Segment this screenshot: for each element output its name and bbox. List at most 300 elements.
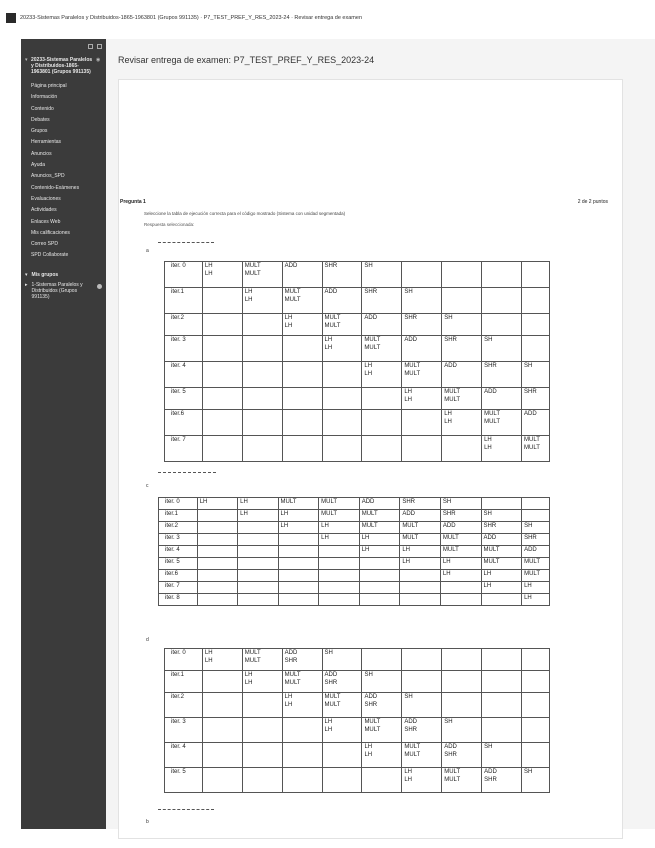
iteration-label: iter.2 — [165, 693, 203, 718]
table-row — [159, 582, 550, 594]
stage-cell: ADD — [440, 522, 481, 534]
course-menu — [21, 81, 106, 262]
table-row — [159, 594, 550, 606]
stage-cell: SH — [322, 649, 362, 671]
stage-cell: MULT MULT — [242, 649, 282, 671]
sidebar-item[interactable]: Información — [31, 94, 58, 101]
stage-cell — [319, 594, 360, 606]
table-row — [165, 288, 550, 314]
group-item[interactable] — [21, 278, 106, 300]
stage-cell: LH — [522, 582, 550, 594]
stage-cell — [202, 743, 242, 768]
stage-cell: SH — [521, 362, 549, 388]
stage-cell: SH — [402, 693, 442, 718]
stage-cell: ADD SHR — [402, 718, 442, 743]
stage-cell — [197, 558, 237, 570]
stage-cell: MULT MULT — [402, 362, 442, 388]
stage-cell — [440, 594, 481, 606]
stage-cell — [282, 743, 322, 768]
stage-cell — [278, 558, 319, 570]
table-row — [165, 262, 550, 288]
stage-cell — [522, 510, 550, 522]
iteration-label: iter. 5 — [165, 768, 203, 793]
table-row — [165, 362, 550, 388]
stage-cell — [400, 582, 441, 594]
stage-cell: MULT MULT — [282, 671, 322, 693]
stage-cell: SHR — [482, 362, 522, 388]
stage-cell — [362, 388, 402, 410]
table-row — [165, 436, 550, 462]
table-row — [165, 743, 550, 768]
stage-cell — [362, 410, 402, 436]
stage-cell: LH — [278, 510, 319, 522]
sidebar-item[interactable]: Evaluaciones — [31, 195, 61, 202]
stage-cell — [282, 362, 322, 388]
stage-cell — [402, 671, 442, 693]
stage-cell: ADD — [359, 498, 400, 510]
expand-icon[interactable] — [97, 44, 102, 49]
table-row — [165, 336, 550, 362]
iteration-label: iter.1 — [165, 288, 203, 314]
stage-cell — [238, 594, 278, 606]
stage-cell: LH — [440, 558, 481, 570]
stage-cell — [197, 510, 237, 522]
stage-cell: MULT MULT — [282, 288, 322, 314]
table-row — [165, 314, 550, 336]
stage-cell — [442, 262, 482, 288]
sidebar-item[interactable]: Anuncios — [31, 150, 52, 157]
stage-cell: MULT MULT — [442, 768, 482, 793]
course-menu-icon[interactable]: ◉ — [96, 57, 101, 63]
table-row — [165, 410, 550, 436]
stage-cell — [282, 436, 322, 462]
stage-cell — [402, 262, 442, 288]
table-row — [159, 534, 550, 546]
stage-cell — [202, 718, 242, 743]
stage-cell: MULT — [481, 558, 522, 570]
stage-cell — [521, 743, 549, 768]
stage-cell: LH — [522, 594, 550, 606]
stage-cell: ADD — [482, 388, 522, 410]
stage-cell: ADD SHR — [442, 743, 482, 768]
stage-cell: MULT MULT — [521, 436, 549, 462]
stage-cell: SHR — [521, 388, 549, 410]
stage-cell — [242, 768, 282, 793]
stage-cell — [402, 649, 442, 671]
stage-cell — [282, 718, 322, 743]
stage-cell: LH — [359, 534, 400, 546]
stage-cell: LH LH — [282, 314, 322, 336]
page-title: Revisar entrega de examen: P7_TEST_PREF_Y_RES_2023-24 — [118, 55, 375, 65]
stage-cell — [521, 693, 549, 718]
stage-cell: MULT MULT — [362, 718, 402, 743]
pipeline-table — [164, 648, 550, 793]
table-row — [159, 510, 550, 522]
stage-cell: SHR — [362, 288, 402, 314]
stage-cell: SHR — [322, 262, 362, 288]
stage-cell: LH LH — [242, 671, 282, 693]
stage-cell: LH LH — [242, 288, 282, 314]
stage-cell: SH — [442, 314, 482, 336]
stage-cell: SHR — [442, 336, 482, 362]
stage-cell: LH LH — [202, 649, 242, 671]
sidebar-item[interactable]: Herramientas — [31, 139, 62, 146]
stage-cell: ADD SHR — [282, 649, 322, 671]
stage-cell: SH — [522, 522, 550, 534]
table-row — [165, 768, 550, 793]
stage-cell: LH LH — [322, 336, 362, 362]
stage-cell — [359, 558, 400, 570]
stage-cell — [482, 314, 522, 336]
stage-cell — [482, 288, 522, 314]
stage-cell — [400, 570, 441, 582]
stage-cell: MULT MULT — [242, 262, 282, 288]
sidebar-item[interactable]: Grupos — [31, 128, 48, 135]
stage-cell: LH — [197, 498, 237, 510]
stage-cell: MULT — [481, 546, 522, 558]
stage-cell — [278, 546, 319, 558]
pipeline-table — [164, 261, 550, 462]
stage-cell — [521, 649, 549, 671]
stage-cell — [319, 558, 360, 570]
stage-cell: MULT MULT — [322, 693, 362, 718]
stage-cell: MULT — [400, 534, 441, 546]
chevron-right-icon: ▸ — [25, 281, 28, 288]
stage-cell: MULT — [440, 534, 481, 546]
option-label: a — [146, 248, 149, 254]
question-score: 2 de 2 puntos — [577, 199, 608, 205]
stage-cell — [242, 336, 282, 362]
stage-cell: MULT — [359, 510, 400, 522]
iteration-label: iter. 7 — [165, 436, 203, 462]
stage-cell: MULT — [319, 510, 360, 522]
stage-cell: MULT — [278, 498, 319, 510]
stage-cell — [282, 410, 322, 436]
stage-cell: LH — [319, 534, 360, 546]
question-text: Seleccione la tabla de ejecución correcta para el código mostrado (Sistema con unidad segmentada) — [144, 211, 346, 216]
option-label: c — [146, 483, 149, 489]
stage-cell — [202, 336, 242, 362]
stage-cell: SHR — [400, 498, 441, 510]
stage-cell — [482, 671, 522, 693]
stage-cell — [442, 693, 482, 718]
stage-cell — [400, 594, 441, 606]
stage-cell: SH — [442, 718, 482, 743]
stage-cell: LH — [481, 570, 522, 582]
iteration-label: iter. 8 — [159, 594, 198, 606]
stage-cell: LH LH — [202, 262, 242, 288]
stage-cell — [521, 288, 549, 314]
stage-cell — [197, 570, 237, 582]
stage-cell: LH — [400, 546, 441, 558]
sidebar-item[interactable]: Enlaces Web — [31, 218, 61, 225]
stage-cell — [319, 546, 360, 558]
stage-cell — [202, 671, 242, 693]
stage-cell: LH LH — [362, 362, 402, 388]
table-row — [165, 388, 550, 410]
stage-cell — [202, 288, 242, 314]
iteration-label: iter.1 — [159, 510, 198, 522]
stage-cell — [362, 768, 402, 793]
course-name: 20233-Sistemas Paralelos y Distribuidos-1865-1963801 (Grupos 991135) — [31, 57, 93, 75]
section-separator — [158, 472, 216, 473]
option-label: d — [146, 637, 149, 643]
stage-cell — [521, 718, 549, 743]
iteration-label: iter. 5 — [159, 558, 198, 570]
stage-cell — [238, 582, 278, 594]
stage-cell — [522, 498, 550, 510]
stage-cell: ADD SHR — [322, 671, 362, 693]
sidebar-item[interactable]: Actividades — [31, 207, 57, 214]
iteration-label: iter. 0 — [159, 498, 198, 510]
stage-cell — [359, 570, 400, 582]
stage-cell — [278, 594, 319, 606]
stage-cell: LH LH — [402, 768, 442, 793]
stage-cell — [242, 718, 282, 743]
stage-cell: MULT MULT — [442, 388, 482, 410]
iteration-label: iter.6 — [165, 410, 203, 436]
stage-cell — [242, 410, 282, 436]
stage-cell: SHR — [402, 314, 442, 336]
stage-cell — [359, 582, 400, 594]
stage-cell: ADD — [481, 534, 522, 546]
stage-cell — [322, 436, 362, 462]
section-separator — [158, 809, 214, 810]
stage-cell: MULT — [522, 570, 550, 582]
stage-cell: ADD SHR — [482, 768, 522, 793]
stage-cell: LH — [359, 546, 400, 558]
sidebar-item[interactable]: Ayuda — [31, 162, 46, 169]
stage-cell — [440, 582, 481, 594]
stage-cell — [482, 649, 522, 671]
stage-cell: MULT MULT — [322, 314, 362, 336]
stage-cell — [282, 768, 322, 793]
sidebar-item[interactable]: Correo SPD — [31, 241, 58, 248]
stage-cell: ADD — [282, 262, 322, 288]
stage-cell — [242, 693, 282, 718]
stage-cell: LH — [481, 582, 522, 594]
stage-cell — [362, 436, 402, 462]
table-row — [159, 522, 550, 534]
iteration-label: iter.2 — [165, 314, 203, 336]
stage-cell — [322, 410, 362, 436]
stage-cell — [442, 649, 482, 671]
stage-cell — [322, 388, 362, 410]
sidebar-item[interactable]: Mis calificaciones — [31, 229, 70, 236]
chevron-down-icon: ▾ — [25, 57, 28, 63]
iteration-label: iter. 4 — [165, 362, 203, 388]
question-header — [120, 199, 608, 205]
stage-cell — [278, 534, 319, 546]
table-row — [165, 718, 550, 743]
stage-cell — [238, 546, 278, 558]
sidebar-toolbar — [21, 39, 106, 53]
stage-cell — [442, 671, 482, 693]
stage-cell: MULT MULT — [482, 410, 522, 436]
stage-cell — [402, 410, 442, 436]
stage-cell — [482, 693, 522, 718]
stage-cell — [322, 743, 362, 768]
stage-cell: SH — [402, 288, 442, 314]
stage-cell: ADD — [522, 546, 550, 558]
stage-cell — [202, 693, 242, 718]
stage-cell — [202, 436, 242, 462]
sidebar-item[interactable]: Contenido-Exámenes — [31, 184, 80, 191]
iteration-label: iter. 4 — [159, 546, 198, 558]
iteration-label: iter. 7 — [159, 582, 198, 594]
browser-title-bar — [0, 0, 655, 36]
stage-cell — [197, 534, 237, 546]
stage-cell — [242, 436, 282, 462]
stage-cell — [319, 582, 360, 594]
iteration-label: iter. 5 — [165, 388, 203, 410]
stage-cell — [521, 262, 549, 288]
main-content — [106, 39, 655, 829]
iteration-label: iter.2 — [159, 522, 198, 534]
stage-cell: ADD — [362, 314, 402, 336]
stage-cell — [242, 388, 282, 410]
stage-cell: LH LH — [362, 743, 402, 768]
stage-cell: SH — [362, 671, 402, 693]
stage-cell: MULT — [359, 522, 400, 534]
stage-cell — [242, 362, 282, 388]
iteration-label: iter. 3 — [165, 718, 203, 743]
stage-cell: MULT — [440, 546, 481, 558]
sidebar-item[interactable]: Página principal — [31, 83, 67, 89]
stage-cell: ADD — [322, 288, 362, 314]
stage-cell: SHR — [440, 510, 481, 522]
stage-cell: SHR — [522, 534, 550, 546]
stage-cell: LH — [400, 558, 441, 570]
stage-cell — [359, 594, 400, 606]
stage-cell — [197, 546, 237, 558]
stage-cell: LH — [278, 522, 319, 534]
window-title: 20233-Sistemas Paralelos y Distribuidos-1865-1963801 (Grupos 991135) · P7_TEST_PREF_Y_RES_2023-24 · Revisar entrega de examen — [20, 15, 362, 21]
stage-cell: LH — [238, 510, 278, 522]
stage-cell — [402, 436, 442, 462]
sidebar-item[interactable]: SPD Collaborate — [31, 252, 69, 259]
stage-cell — [197, 582, 237, 594]
stage-cell — [322, 768, 362, 793]
stage-cell: ADD — [402, 336, 442, 362]
stage-cell: LH LH — [322, 718, 362, 743]
iteration-label: iter.6 — [159, 570, 198, 582]
stage-cell: LH — [319, 522, 360, 534]
stage-cell: LH — [440, 570, 481, 582]
stage-cell — [362, 649, 402, 671]
stage-cell: MULT MULT — [402, 743, 442, 768]
stage-cell: SH — [481, 510, 522, 522]
course-header[interactable] — [21, 53, 106, 81]
stage-cell — [238, 534, 278, 546]
pipeline-table — [158, 497, 550, 606]
stage-cell: LH LH — [402, 388, 442, 410]
stage-cell — [202, 362, 242, 388]
table-row — [159, 498, 550, 510]
stage-cell — [238, 522, 278, 534]
option-label: b — [146, 819, 149, 825]
stage-cell — [238, 558, 278, 570]
stage-cell: SHR — [481, 522, 522, 534]
stage-cell: MULT — [400, 522, 441, 534]
stage-cell — [197, 594, 237, 606]
sidebar-item[interactable]: Contenido — [31, 105, 54, 112]
group-options-icon[interactable] — [97, 284, 102, 289]
stage-cell — [202, 388, 242, 410]
stage-cell — [242, 743, 282, 768]
stage-cell — [319, 570, 360, 582]
stage-cell: LH LH — [442, 410, 482, 436]
iteration-label: iter.1 — [165, 671, 203, 693]
stage-cell — [238, 570, 278, 582]
stage-cell: SH — [362, 262, 402, 288]
stage-cell: SH — [482, 743, 522, 768]
stage-cell — [282, 336, 322, 362]
stage-cell — [202, 410, 242, 436]
table-row — [159, 558, 550, 570]
iteration-label: iter. 4 — [165, 743, 203, 768]
section-separator — [158, 242, 214, 243]
stage-cell — [521, 671, 549, 693]
table-row — [165, 671, 550, 693]
stage-cell — [521, 314, 549, 336]
stage-cell: SH — [440, 498, 481, 510]
table-row — [165, 693, 550, 718]
iteration-label: iter. 0 — [165, 649, 203, 671]
iteration-label: iter. 0 — [165, 262, 203, 288]
stage-cell — [282, 388, 322, 410]
chevron-down-icon: ▾ — [25, 271, 28, 278]
collapse-icon[interactable] — [88, 44, 93, 49]
stage-cell: ADD SHR — [362, 693, 402, 718]
stage-cell — [481, 498, 522, 510]
stage-cell — [278, 582, 319, 594]
iteration-label: iter. 3 — [159, 534, 198, 546]
table-row — [159, 570, 550, 582]
stage-cell — [442, 288, 482, 314]
stage-cell — [442, 436, 482, 462]
stage-cell — [278, 570, 319, 582]
stage-cell: MULT — [319, 498, 360, 510]
table-row — [159, 546, 550, 558]
sidebar-item[interactable]: Debates — [31, 116, 50, 123]
groups-header-label: Mis grupos — [31, 271, 59, 278]
stage-cell — [481, 594, 522, 606]
stage-cell — [322, 362, 362, 388]
stage-cell: MULT MULT — [362, 336, 402, 362]
stage-cell — [197, 522, 237, 534]
stage-cell: MULT — [522, 558, 550, 570]
group-item-label: 1-Sistemas Paralelos y Distribuidos (Grupos 991135) — [31, 281, 83, 300]
stage-cell — [521, 336, 549, 362]
stage-cell — [482, 718, 522, 743]
selected-answer-label: Respuesta seleccionada: — [144, 222, 195, 227]
course-sidebar — [21, 39, 106, 829]
app-logo-icon — [6, 13, 16, 23]
stage-cell: SH — [521, 768, 549, 793]
question-label: Pregunta 1 — [120, 199, 146, 205]
stage-cell: SH — [482, 336, 522, 362]
stage-cell — [202, 314, 242, 336]
stage-cell: ADD — [442, 362, 482, 388]
stage-cell: ADD — [400, 510, 441, 522]
stage-cell: LH — [238, 498, 278, 510]
stage-cell: ADD — [521, 410, 549, 436]
table-row — [165, 649, 550, 671]
sidebar-item[interactable]: Anuncios_SPD — [31, 173, 65, 180]
iteration-label: iter. 3 — [165, 336, 203, 362]
stage-cell — [482, 262, 522, 288]
